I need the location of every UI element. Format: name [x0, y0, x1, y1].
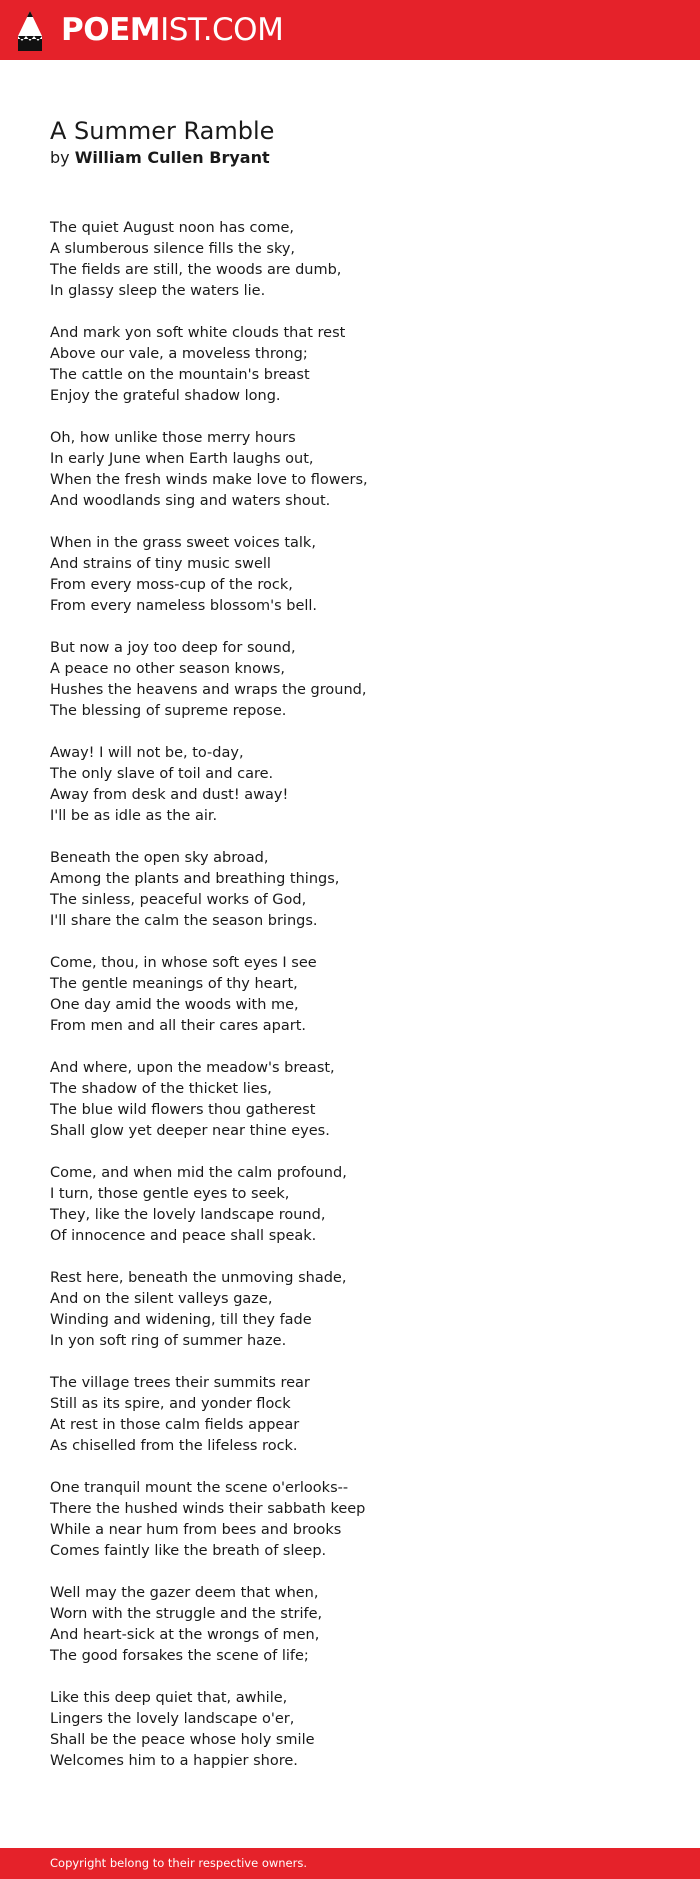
poem-line: Winding and widening, till they fade: [50, 1312, 312, 1328]
poem-line: When in the grass sweet voices talk,: [50, 535, 316, 551]
poem-line: Of innocence and peace shall speak.: [50, 1228, 317, 1244]
poem-line: And where, upon the meadow's breast,: [50, 1060, 335, 1076]
poem-line: Worn with the struggle and the strife,: [50, 1606, 323, 1622]
poem-line: I'll share the calm the season brings.: [50, 913, 318, 929]
poem-line: From every moss-cup of the rock,: [50, 577, 293, 593]
poem-line: Lingers the lovely landscape o'er,: [50, 1711, 295, 1727]
poem-line: Away from desk and dust! away!: [50, 787, 289, 803]
logo-bold-text: POEM: [61, 12, 161, 48]
stanza: [50, 428, 650, 533]
poem-line: Enjoy the grateful shadow long.: [50, 388, 281, 404]
poem-line: Above our vale, a moveless throng;: [50, 346, 308, 362]
site-header: [0, 0, 700, 60]
stanza: [50, 218, 650, 323]
stanza: [50, 323, 650, 428]
site-footer: [0, 1848, 700, 1879]
poem-line: The gentle meanings of thy heart,: [50, 976, 298, 992]
poem-line: The shadow of the thicket lies,: [50, 1081, 272, 1097]
poem-line: The sinless, peaceful works of God,: [50, 892, 307, 908]
stanza: [50, 1268, 650, 1373]
poem-line: And heart-sick at the wrongs of men,: [50, 1627, 320, 1643]
poem-line: The good forsakes the scene of life;: [50, 1648, 309, 1664]
pencil-icon[interactable]: [17, 10, 43, 52]
poem-line: They, like the lovely landscape round,: [50, 1207, 326, 1223]
poem-line: I'll be as idle as the air.: [50, 808, 218, 824]
poem-line: In glassy sleep the waters lie.: [50, 283, 266, 299]
copyright-text: Copyright belong to their respective owners.: [50, 1856, 308, 1870]
poem-line: But now a joy too deep for sound,: [50, 640, 296, 656]
poem-line: At rest in those calm fields appear: [50, 1417, 300, 1433]
by-label: by: [50, 148, 70, 167]
poem-line: And mark yon soft white clouds that rest: [50, 325, 346, 341]
poem-line: Shall be the peace whose holy smile: [50, 1732, 315, 1748]
byline: [50, 148, 270, 168]
poem-line: A peace no other season knows,: [50, 661, 286, 677]
poem-line: One day amid the woods with me,: [50, 997, 299, 1013]
poem-line: The only slave of toil and care.: [50, 766, 274, 782]
stanza: [50, 533, 650, 638]
stanza: [50, 638, 650, 743]
poem-line: Away! I will not be, to-day,: [50, 745, 244, 761]
poem-line: I turn, those gentle eyes to seek,: [50, 1186, 290, 1202]
poem-line: Still as its spire, and yonder flock: [50, 1396, 291, 1412]
poem-line: And on the silent valleys gaze,: [50, 1291, 273, 1307]
poem-line: Like this deep quiet that, awhile,: [50, 1690, 288, 1706]
poem-line: In early June when Earth laughs out,: [50, 451, 314, 467]
poem-line: Rest here, beneath the unmoving shade,: [50, 1270, 347, 1286]
stanza: [50, 1688, 650, 1793]
poem-line: Come, thou, in whose soft eyes I see: [50, 955, 317, 971]
poem-line: The cattle on the mountain's breast: [50, 367, 310, 383]
stanza: [50, 1583, 650, 1688]
poem-line: The fields are still, the woods are dumb,: [50, 262, 342, 278]
stanza: [50, 743, 650, 848]
poem-line: From men and all their cares apart.: [50, 1018, 307, 1034]
stanza: [50, 953, 650, 1058]
poem-line: Shall glow yet deeper near thine eyes.: [50, 1123, 330, 1139]
stanza: [50, 1058, 650, 1163]
poem-line: The blessing of supreme repose.: [50, 703, 287, 719]
poem-line: Well may the gazer deem that when,: [50, 1585, 319, 1601]
poem-line: Oh, how unlike those merry hours: [50, 430, 296, 446]
poem-line: The blue wild flowers thou gatherest: [50, 1102, 316, 1118]
poem-line: Beneath the open sky abroad,: [50, 850, 269, 866]
logo-light-text: IST.COM: [160, 12, 284, 48]
poem-line: And strains of tiny music swell: [50, 556, 271, 572]
poem-line: A slumberous silence fills the sky,: [50, 241, 296, 257]
poem-line: There the hushed winds their sabbath keep: [50, 1501, 366, 1517]
poem-line: And woodlands sing and waters shout.: [50, 493, 331, 509]
site-logo[interactable]: [61, 9, 283, 51]
poem-line: As chiselled from the lifeless rock.: [50, 1438, 298, 1454]
poem-line: Among the plants and breathing things,: [50, 871, 340, 887]
stanza: [50, 1373, 650, 1478]
poem-line: Come, and when mid the calm profound,: [50, 1165, 347, 1181]
stanza: [50, 1163, 650, 1268]
poem-line: Comes faintly like the breath of sleep.: [50, 1543, 327, 1559]
poem-line: One tranquil mount the scene o'erlooks--: [50, 1480, 349, 1496]
poem-line: Welcomes him to a happier shore.: [50, 1753, 298, 1769]
author-name: William Cullen Bryant: [74, 148, 270, 167]
poem-line: The village trees their summits rear: [50, 1375, 310, 1391]
poem-line: The quiet August noon has come,: [50, 220, 295, 236]
poem-line: In yon soft ring of summer haze.: [50, 1333, 287, 1349]
poem-line: When the fresh winds make love to flowers,: [50, 472, 368, 488]
poem-body: [50, 218, 650, 1793]
poem-title: A Summer Ramble: [50, 117, 275, 145]
poem-line: From every nameless blossom's bell.: [50, 598, 318, 614]
poem-line: Hushes the heavens and wraps the ground,: [50, 682, 367, 698]
stanza: [50, 1478, 650, 1583]
stanza: [50, 848, 650, 953]
poem-line: While a near hum from bees and brooks: [50, 1522, 342, 1538]
